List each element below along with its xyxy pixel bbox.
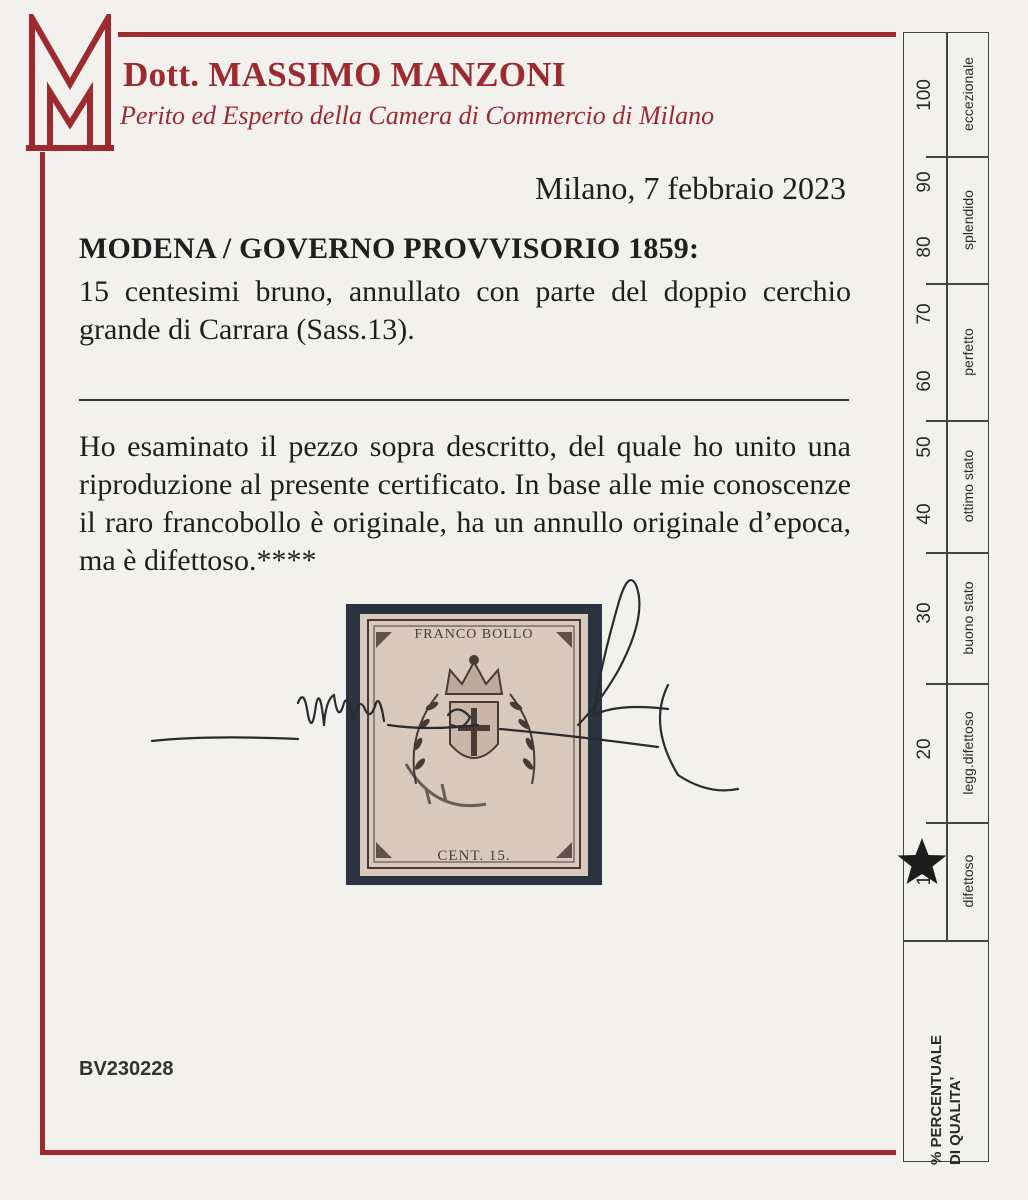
mm-logo <box>24 14 116 154</box>
expert-name: Dott. MASSIMO MANZONI <box>123 55 566 94</box>
scale-tick <box>926 552 946 554</box>
item-description: 15 centesimi bruno, annullato con parte del doppio cerchio grande di Carrara (Sass.13). <box>79 275 851 346</box>
scale-number: 30 <box>914 602 935 624</box>
scale-tick <box>926 822 946 824</box>
frame-top-line <box>118 32 896 37</box>
stamp-top-text: FRANCO BOLLO <box>414 627 534 642</box>
scale-category: eccezionale <box>960 57 976 131</box>
scale-category: splendido <box>960 190 976 250</box>
separator-line <box>79 399 849 401</box>
scale-number: 80 <box>914 236 935 258</box>
scale-number: 40 <box>914 503 935 525</box>
scale-number: 60 <box>914 370 935 392</box>
scale-category: difettoso <box>960 854 976 908</box>
expert-subtitle: Perito ed Esperto della Camera di Commercio di Milano <box>120 101 715 130</box>
star-icon <box>896 836 948 888</box>
scale-number: 90 <box>914 171 935 193</box>
scale-category: ottimo stato <box>960 449 976 523</box>
scale-number: 20 <box>914 738 935 760</box>
scale-axis-label <box>927 935 965 1165</box>
certificate-number: BV230228 <box>79 1058 174 1080</box>
scale-category: legg.difettoso <box>960 711 976 795</box>
scale-category: perfetto <box>960 328 976 376</box>
frame-bottom-line <box>40 1150 896 1155</box>
scale-axis-label-line1: % PERCENTUALE <box>928 1034 945 1165</box>
scale-number: 100 <box>914 79 935 111</box>
scale-number: 50 <box>914 436 935 458</box>
scale-tick <box>926 683 946 685</box>
item-heading: MODENA / GOVERNO PROVVISORIO 1859: <box>79 232 700 265</box>
scale-category: buono stato <box>960 581 976 655</box>
quality-scale-divider <box>946 32 948 942</box>
opinion-text: Ho esaminato il pezzo sopra descritto, del quale ho unito una riproduzione al presente certificato. In base alle mie conoscenze il raro francobollo è originale, ha un annullo originale d’epoca, ma è difettoso.**** <box>79 430 851 577</box>
scale-number: 70 <box>914 303 935 325</box>
date-line: Milano, 7 febbraio 2023 <box>534 170 846 206</box>
frame-left-line <box>40 152 45 1154</box>
scale-axis-label-line2: DI QUALITA' <box>947 1076 964 1165</box>
stamp-image <box>346 604 602 885</box>
stamp-bottom-text: CENT. 15. <box>437 848 511 864</box>
